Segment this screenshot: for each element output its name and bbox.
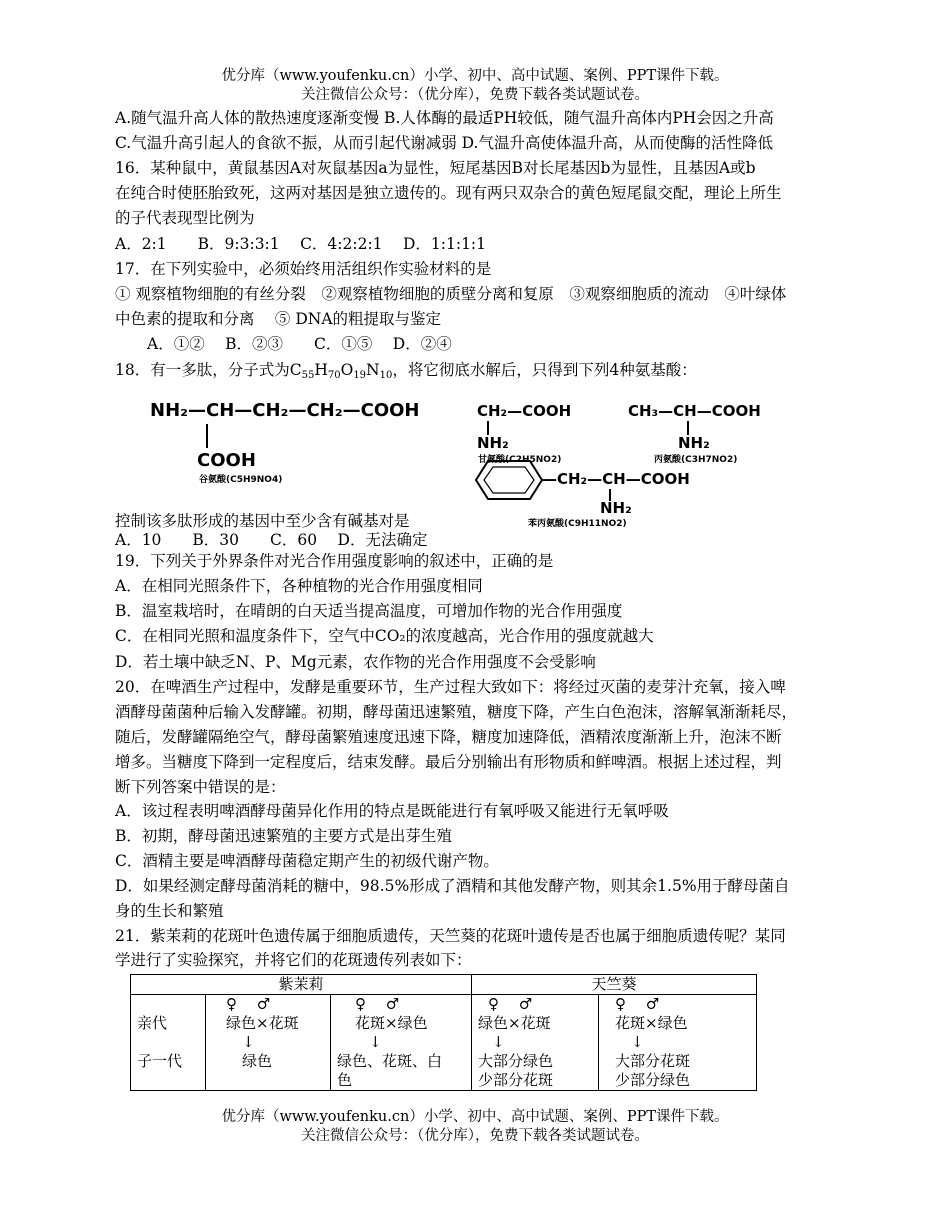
q20-stem-3: 随后，发酵罐隔绝空气，酵母菌繁殖速度迅速下降，糖度加速降低，酒精浓度渐渐上升，泡沫不断	[115, 728, 782, 746]
header-line-2: 关注微信公众号：（优分库），免费下载各类试题试卷。	[301, 87, 649, 103]
cross-4-cell	[599, 995, 757, 1091]
row-label-f1: 子一代	[137, 1052, 183, 1070]
table-header-row	[131, 975, 757, 995]
q19-option-a: A．在相同光照条件下，各种植物的光合作用强度相同	[115, 577, 483, 595]
q20-stem-1: 20．在啤酒生产过程中，发酵是重要环节，生产过程大致如下：将经过灭菌的麦芽汁充氧，接入啤	[115, 678, 786, 696]
table-body-row	[131, 995, 757, 1091]
down-arrow-icon: ↓	[631, 1033, 644, 1051]
sex-symbols: ♀ ♂	[615, 995, 660, 1013]
q19-option-c: C．在相同光照和温度条件下，空气中CO₂的浓度越高，光合作用的强度就越大	[115, 627, 654, 645]
q20-stem-4: 增多。当糖度下降到一定程度后，结束发酵。最后分别输出有形物质和鲜啤酒。根据上述过程，判	[115, 753, 782, 771]
cross-4-parent: 花斑×绿色	[615, 1014, 688, 1032]
q21-stem-2: 学进行了实验探究，并将它们的花斑遗传列表如下：	[115, 951, 472, 969]
benzene-ring-icon	[474, 457, 544, 503]
q15-options-cd: C.气温升高引起人的食欲不振，从而引起代谢减弱 D.气温升高使体温升高，从而使酶的活性降低	[115, 134, 773, 152]
inheritance-table	[130, 974, 757, 1091]
footer-line-2: 关注微信公众号：（优分库），免费下载各类试题试卷。	[301, 1128, 649, 1144]
q17-options: A．①② B．②③ C．①⑤ D．②④	[147, 335, 452, 353]
q20-option-d-1: D．如果经测定酵母菌消耗的糖中，98.5%形成了酒精和其他发酵产物，则其余1.5%用于酵母菌自	[115, 877, 790, 895]
cross-2-f1-a: 绿色、花斑、白	[337, 1052, 443, 1070]
sex-symbols: ♀ ♂	[488, 995, 533, 1013]
cross-1-parent: 绿色×花斑	[226, 1014, 299, 1032]
cross-4-f1-b: 少部分绿色	[615, 1071, 691, 1089]
cross-3-f1-a: 大部分绿色	[478, 1052, 554, 1070]
row-labels-cell	[131, 995, 206, 1091]
phe-chain: —CH₂—CH—COOH	[542, 470, 690, 488]
q16-options: A．2:1 B．9:3:3:1 C．4:2:2:1 D．1:1:1:1	[115, 235, 487, 253]
phe-caption: 苯丙氨酸(C9H11NO2)	[528, 519, 627, 529]
cross-3-parent: 绿色×花斑	[478, 1014, 551, 1032]
q16-stem-2: 在纯合时使胚胎致死，这两对基因是独立遗传的。现有两只双杂合的黄色短尾鼠交配，理论上所生	[115, 184, 782, 202]
q20-stem-2: 酒酵母菌菌种后输入发酵罐。初期，酵母菌迅速繁殖，糖度下降，产生白色泡沫，溶解氧渐渐耗尽，	[115, 703, 798, 721]
cross-1-f1: 绿色	[242, 1052, 273, 1070]
gly-bond	[487, 421, 489, 435]
q20-option-b: B．初期，酵母菌迅速繁殖的主要方式是出芽生殖	[115, 827, 452, 845]
q17-stem-1: 17．在下列实验中，必须始终用活组织作实验材料的是	[115, 260, 492, 278]
ala-amine: NH₂	[678, 434, 710, 452]
gly-caption: 甘氨酸(C2H5NO2)	[478, 455, 562, 465]
ala-caption: 丙氨酸(C3H7NO2)	[654, 455, 738, 465]
cross-4-f1-a: 大部分花斑	[615, 1052, 691, 1070]
sex-symbols: ♀ ♂	[355, 995, 400, 1013]
glu-side: COOH	[197, 450, 256, 471]
q19-stem: 19．下列关于外界条件对光合作用强度影响的叙述中，正确的是	[115, 552, 554, 570]
q19-option-d: D．若土壤中缺乏N、P、Mg元素，农作物的光合作用强度不会受影响	[115, 653, 596, 671]
q18-stem: 18．有一多肽，分子式为$C_{55}H_{70}O_{19}N_{10}$，将它彻底水解后，只得到下列4种氨基酸：	[115, 361, 697, 381]
down-arrow-icon: ↓	[242, 1033, 255, 1051]
q18-options: A．10 B．30 C．60 D．无法确定	[115, 531, 428, 549]
cross-2-cell	[331, 995, 472, 1091]
gly-amine: NH₂	[477, 434, 509, 452]
glu-chain: NH₂—CH—CH₂—CH₂—COOH	[150, 400, 420, 421]
glu-bond	[206, 424, 208, 448]
ala-chain: CH₃—CH—COOH	[628, 402, 761, 420]
cross-2-parent: 花斑×绿色	[355, 1014, 428, 1032]
q17-stem-3: 中色素的提取和分离 ⑤ DNA的粗提取与鉴定	[115, 310, 442, 328]
q20-stem-5: 断下列答案中错误的是：	[115, 778, 286, 796]
down-arrow-icon: ↓	[369, 1033, 382, 1051]
cross-3-f1-b: 少部分花斑	[478, 1071, 554, 1089]
q16-stem-1: 16．某种鼠中，黄鼠基因A对灰鼠基因a为显性，短尾基因B对长尾基因b为显性，且基因A或b	[115, 159, 756, 177]
phe-amine: NH₂	[600, 499, 632, 517]
glu-caption: 谷氨酸(C5H9NO4)	[199, 475, 283, 485]
cross-3-cell	[472, 995, 599, 1091]
down-arrow-icon: ↓	[492, 1033, 505, 1051]
plant1-header: 紫茉莉	[131, 975, 472, 995]
q18-question: 控制该多肽形成的基因中至少含有碱基对是	[115, 512, 410, 530]
q16-stem-3: 的子代表现型比例为	[115, 209, 255, 227]
plant2-header: 天竺葵	[472, 975, 757, 995]
q20-option-c: C．酒精主要是啤酒酵母菌稳定期产生的初级代谢产物。	[115, 852, 499, 870]
sex-symbols: ♀ ♂	[226, 995, 271, 1013]
ala-bond	[687, 421, 689, 435]
q21-stem-1: 21．紫茉莉的花斑叶色遗传属于细胞质遗传，天竺葵的花斑叶遗传是否也属于细胞质遗传呢？某同	[115, 927, 786, 945]
q20-option-d-2: 身的生长和繁殖	[115, 902, 224, 920]
q15-options-ab: A.随气温升高人体的散热速度逐渐变慢 B.人体酶的最适PH较低，随气温升高体内PH会因之升高	[115, 109, 774, 127]
footer-line-1: 优分库（www.youfenku.cn）小学、初中、高中试题、案例、PPT课件下载。	[221, 1109, 729, 1125]
q19-option-b: B．温室栽培时，在晴朗的白天适当提高温度，可增加作物的光合作用强度	[115, 602, 623, 620]
q17-stem-2: ① 观察植物细胞的有丝分裂 ②观察植物细胞的质壁分离和复原 ③观察细胞质的流动 ④叶绿体	[115, 285, 787, 303]
cross-1-cell	[206, 995, 331, 1091]
gly-chain: CH₂—COOH	[477, 402, 572, 420]
cross-2-f1-b: 色	[337, 1071, 353, 1089]
header-line-1: 优分库（www.youfenku.cn）小学、初中、高中试题、案例、PPT课件下载。	[221, 68, 729, 84]
q20-option-a: A．该过程表明啤酒酵母菌异化作用的特点是既能进行有氧呼吸又能进行无氧呼吸	[115, 802, 669, 820]
row-label-parent: 亲代	[137, 1014, 168, 1032]
